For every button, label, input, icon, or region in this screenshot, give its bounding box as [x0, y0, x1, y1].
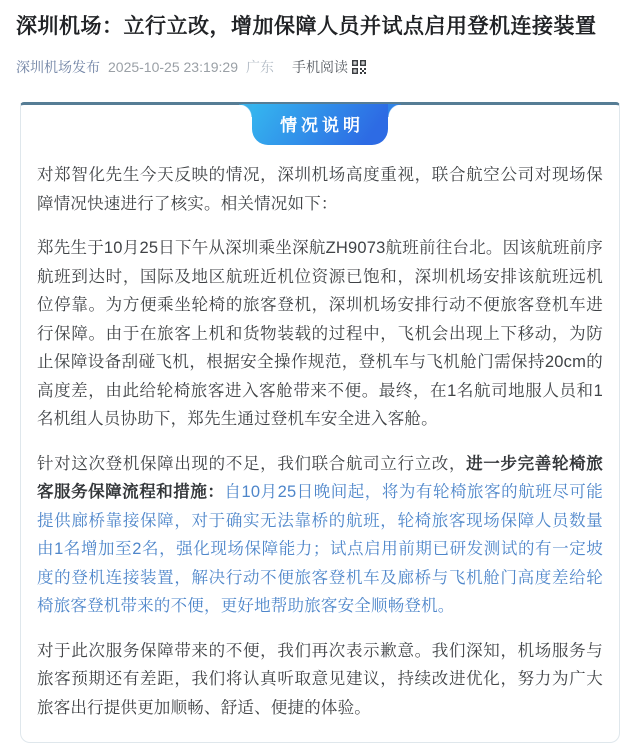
- statement-card: [20, 102, 620, 743]
- publish-region: 广东: [246, 59, 274, 75]
- article-header: [0, 0, 640, 76]
- publish-datetime: 2025-10-25 23:19:29: [108, 59, 238, 75]
- mobile-read-label: 手机阅读: [292, 59, 348, 75]
- statement-paragraph: [37, 450, 603, 621]
- byline: [16, 58, 624, 76]
- text-segment: 郑先生于10月25日下午从深圳乘坐深航ZH9073航班前往台北。因该航班前序航班到达时，国际及地区航班近机位资源已饱和，深圳机场安排该航班远机位停靠。为方便乘坐轮椅的旅客登机，深圳机场安排行动不便旅客登机车进行保障。由于在旅客上机和货物装载的过程中，飞机会出现上下移动，为防止保障设备刮碰飞机，根据安全操作规范，登机车与飞机舱门需保持20cm的高度差，由此给轮椅旅客进入客舱带来不便。最终，在1名航司地服人员和1名机组人员协助下，郑先生通过登机车安全进入客舱。: [37, 239, 603, 428]
- statement-paragraph: [37, 234, 603, 434]
- statement-body: [37, 161, 603, 722]
- statement-paragraph: [37, 637, 603, 723]
- statement-paragraph: [37, 161, 603, 218]
- highlighted-text: 自10月25日晚间起，将为有轮椅旅客的航班尽可能提供廊桥靠接保障，对于确实无法靠桥的航班，轮椅旅客现场保障人员数量由1名增加至2名，强化现场保障能力；试点启用前期已研发测试的有一定坡度的登机连接装置，解决行动不便旅客登机车及廊桥与飞机舱门高度差给轮椅旅客登机带来的不便，更好地帮助旅客安全顺畅登机。: [37, 483, 603, 615]
- text-segment: 进一步完善轮椅旅客服务保障流程和措施：: [37, 454, 603, 501]
- page-title: 深圳机场：立行立改，增加保障人员并试点启用登机连接装置: [16, 15, 597, 38]
- mobile-read-link[interactable]: [292, 58, 366, 76]
- statement-badge: 情况说明: [252, 104, 388, 145]
- text-segment: 针对这次登机保障出现的不足，我们联合航司立行立改，: [37, 454, 467, 473]
- author-link[interactable]: 深圳机场发布: [16, 59, 100, 75]
- text-segment: 对郑智化先生今天反映的情况，深圳机场高度重视，联合航空公司对现场保障情况快速进行了核实。相关情况如下：: [37, 166, 603, 213]
- qr-code-icon: [352, 60, 366, 74]
- text-segment: 对于此次服务保障带来的不便，我们再次表示歉意。我们深知，机场服务与旅客预期还有差距，我们将认真听取意见建议，持续改进优化，努力为广大旅客出行提供更加顺畅、舒适、便捷的体验。: [37, 641, 603, 717]
